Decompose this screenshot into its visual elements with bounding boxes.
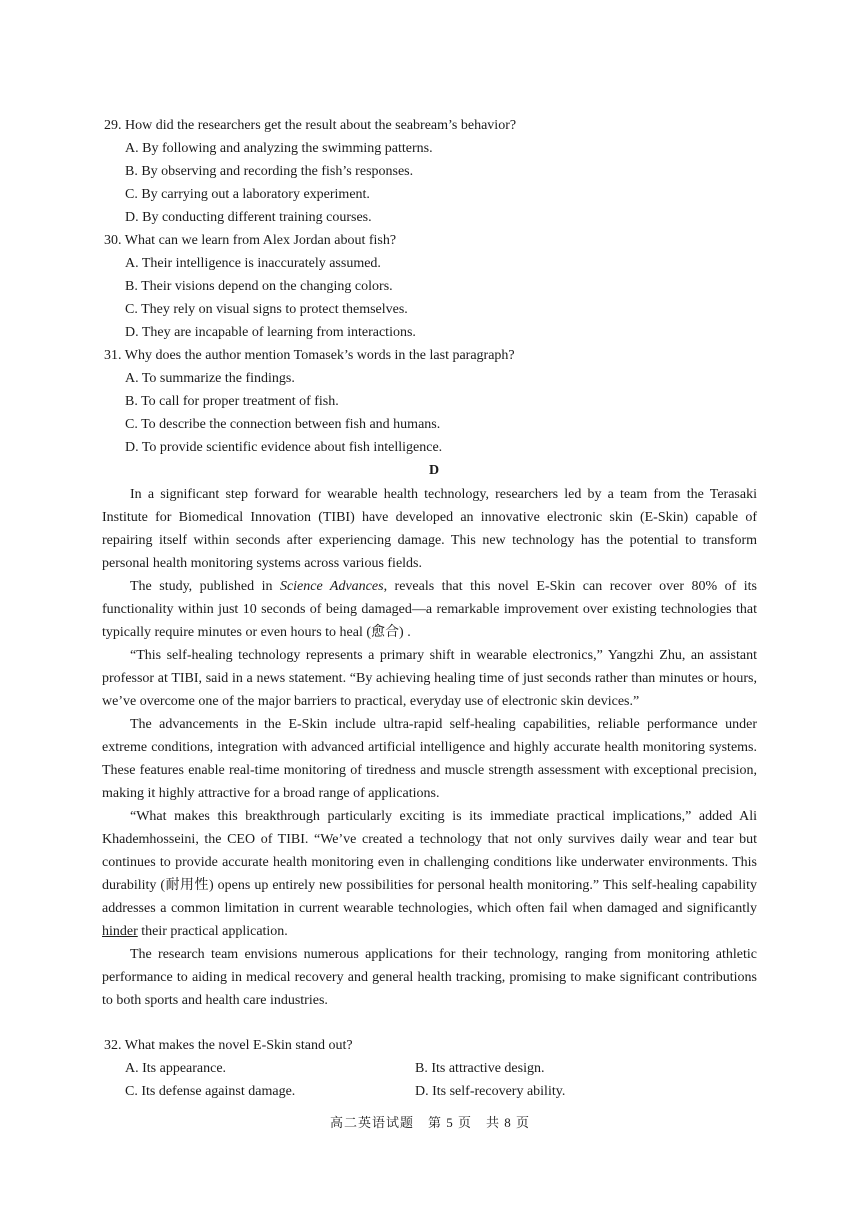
passage-d [102, 483, 757, 1012]
question-32-options-row-1 [104, 1057, 764, 1080]
question-32-option-d: D. Its self-recovery ability. [415, 1084, 566, 1099]
questions-29-31 [104, 114, 764, 482]
section-d-heading: D [428, 463, 440, 478]
question-32-stem: 32. What makes the novel E-Skin stand out? [104, 1038, 353, 1053]
question-30-option-a: A. Their intelligence is inaccurately assumed. [125, 256, 381, 271]
paragraph-2-text-a: The study, published in [130, 579, 280, 594]
question-31-option-b: B. To call for proper treatment of fish. [125, 394, 339, 409]
passage-d-paragraph-3: “This self-healing technology represents a primary shift in wearable electronics,” Yangzhi Zhu, an assistant professor at TIBI, said in a news statement. “By achieving healing time of just seconds rather than minutes or hours, we’ve overcome one of the major barriers to practical, everyday use of electronic skin devices.” [102, 648, 757, 709]
question-29-option-a: A. By following and analyzing the swimming patterns. [125, 141, 433, 156]
question-30-stem: 30. What can we learn from Alex Jordan about fish? [104, 233, 397, 248]
question-31-option-c: C. To describe the connection between fish and humans. [125, 417, 441, 432]
question-32 [104, 1034, 764, 1103]
question-30-option-c: C. They rely on visual signs to protect themselves. [125, 302, 408, 317]
passage-d-paragraph-4: The advancements in the E-Skin include ultra-rapid self-healing capabilities, reliable performance under extreme conditions, integration with advanced artificial intelligence and highly accurate health monitoring systems. These features enable real-time monitoring of tiredness and muscle strength assessment with exceptional precision, making it highly attractive for a broad range of applications. [102, 717, 757, 801]
question-31-option-d: D. To provide scientific evidence about fish intelligence. [125, 440, 443, 455]
question-31-option-a: A. To summarize the findings. [125, 371, 295, 386]
question-29-option-b: B. By observing and recording the fish’s responses. [125, 164, 414, 179]
question-32-option-a: A. Its appearance. [125, 1061, 227, 1076]
passage-d-paragraph-2 [102, 575, 757, 644]
underlined-word: hinder [102, 924, 138, 939]
question-29-option-d: D. By conducting different training courses. [125, 210, 372, 225]
paragraph-5-text-b: their practical application. [137, 924, 288, 939]
journal-name: Science Advances [279, 579, 384, 594]
passage-d-paragraph-5 [102, 805, 757, 943]
page-footer: 高二英语试题 第 5 页 共 8 页 [329, 1115, 530, 1130]
question-30-option-d: D. They are incapable of learning from interactions. [125, 325, 416, 340]
paragraph-2-text-b: , reveals that this novel E-Skin can recover over 80% of its functionality within just 10 seconds of being damaged—a remarkable improvement over existing technologies that typically require minutes or even hours to heal (愈合) . [102, 579, 757, 640]
question-32-options-row-2 [104, 1080, 764, 1103]
question-32-option-c: C. Its defense against damage. [125, 1084, 296, 1099]
question-31-stem: 31. Why does the author mention Tomasek’s words in the last paragraph? [104, 348, 515, 363]
passage-d-paragraph-6: The research team envisions numerous applications for their technology, ranging from monitoring athletic performance to aiding in medical recovery and general health tracking, promising to make significant contributions to both sports and health care industries. [102, 947, 757, 1008]
passage-d-paragraph-1: In a significant step forward for wearable health technology, researchers led by a team from the Terasaki Institute for Biomedical Innovation (TIBI) have developed an innovative electronic skin (E-Skin) capable of repairing itself within seconds after experiencing damage. This new technology has the potential to transform personal health monitoring systems across various fields. [102, 487, 757, 571]
paragraph-5-text-a: “What makes this breakthrough particularly exciting is its immediate practical implications,” added Ali Khademhosseini, the CEO of TIBI. “We’ve created a technology that not only survives daily wear and tear but continues to provide accurate health monitoring even in challenging conditions like underwater environments. This durability (耐用性) opens up entirely new possibilities for personal health monitoring.” This self-healing capability addresses a common limitation in current wearable technologies, which often fail when damaged and significantly [102, 809, 757, 916]
question-30-option-b: B. Their visions depend on the changing colors. [125, 279, 393, 294]
question-29-option-c: C. By carrying out a laboratory experiment. [125, 187, 370, 202]
question-32-option-b: B. Its attractive design. [415, 1061, 545, 1076]
question-29-stem: 29. How did the researchers get the result about the seabream’s behavior? [104, 118, 517, 133]
